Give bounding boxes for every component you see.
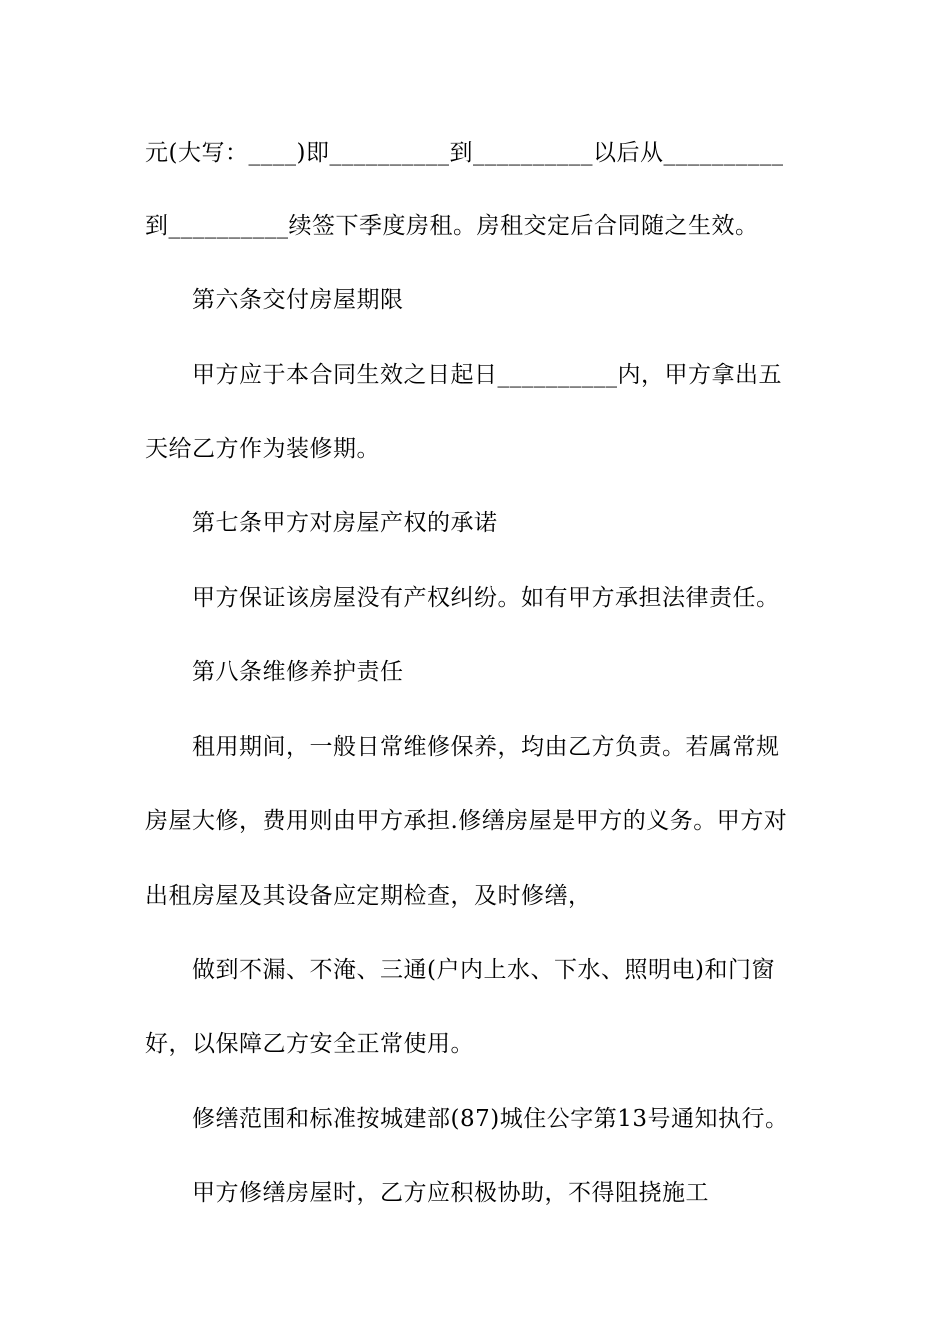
clause-heading-7: 第七条甲方对房屋产权的承诺 (192, 510, 498, 536)
text-line-maintenance-2: 房屋大修，费用则由甲方承担.修缮房屋是甲方的义务。甲方对 (145, 808, 788, 834)
text-line-ownership: 甲方保证该房屋没有产权纠纷。如有甲方承担法律责任。 (192, 585, 780, 611)
clause-heading-8: 第八条维修养护责任 (192, 659, 404, 685)
text-line-maintenance-1: 租用期间，一般日常维修保养，均由乙方负责。若属常规 (192, 734, 780, 760)
text-line-rent-amount: 元(大写：____)即__________到__________以后从__________ (145, 140, 784, 166)
text-line-repair-scope: 修缮范围和标准按城建部(87)城住公字第13号通知执行。 (192, 1106, 789, 1132)
text-line-delivery: 甲方应于本合同生效之日起日__________内，甲方拿出五 (192, 362, 782, 388)
text-line-maintenance-3: 出租房屋及其设备应定期检查，及时修缮， (145, 883, 592, 909)
clause-heading-6: 第六条交付房屋期限 (192, 287, 404, 313)
text-line-repair-cooperation: 甲方修缮房屋时，乙方应积极协助，不得阻挠施工 (192, 1180, 709, 1206)
text-line-decoration: 天给乙方作为装修期。 (145, 436, 380, 462)
text-line-maintenance-5: 好，以保障乙方安全正常使用。 (145, 1031, 474, 1057)
text-line-renewal: 到__________续签下季度房租。房租交定后合同随之生效。 (145, 213, 759, 239)
text-line-maintenance-4: 做到不漏、不淹、三通(户内上水、下水、照明电)和门窗 (192, 957, 775, 983)
